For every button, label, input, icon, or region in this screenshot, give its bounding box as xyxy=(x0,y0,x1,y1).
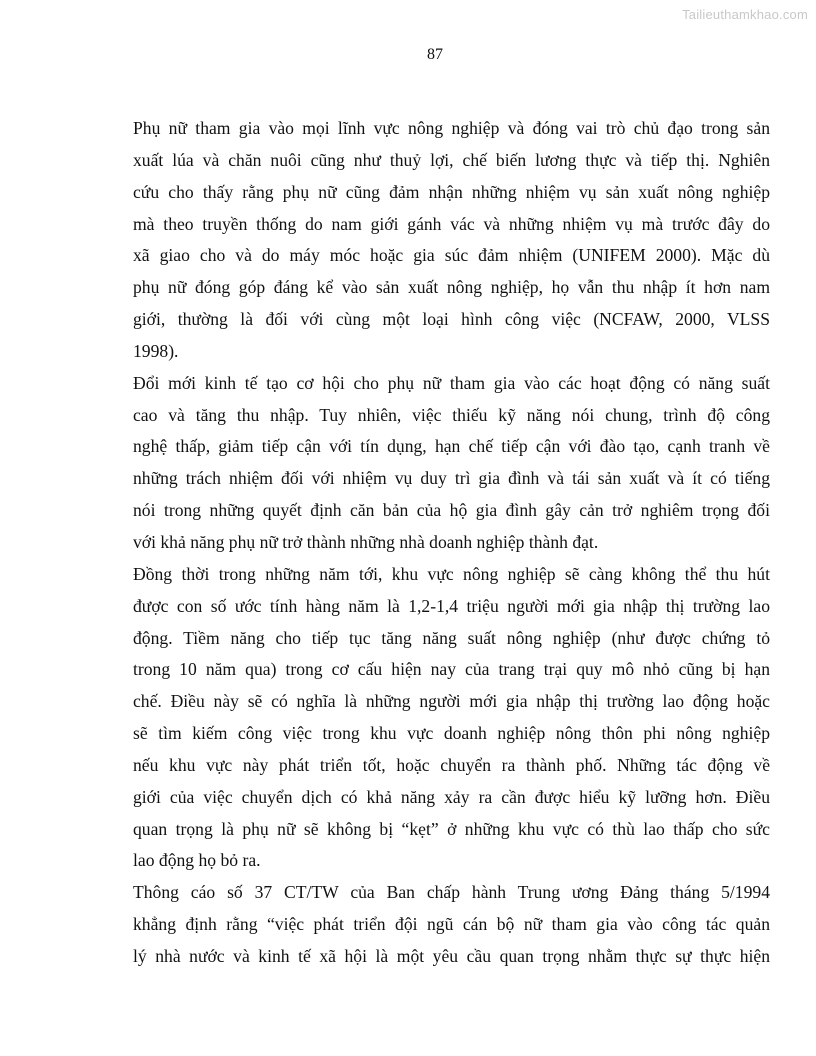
text-line: nói trong những quyết định căn bản của hộ gia đình gây cản trở nghiêm trọng đối xyxy=(133,500,770,521)
paragraph-4 xyxy=(133,877,770,973)
text-line: mà theo truyền thống do nam giới gánh vác và những nhiệm vụ mà trước đây do xyxy=(133,213,770,234)
text-line: cao và tăng thu nhập. Tuy nhiên, việc thiếu kỹ năng nói chung, trình độ công xyxy=(133,404,770,425)
page-number: 87 xyxy=(427,46,443,63)
text-line: được con số ước tính hàng năm là 1,2-1,4 triệu người mới gia nhập thị trường lao xyxy=(133,595,770,616)
text-line: nếu khu vực này phát triển tốt, hoặc chuyển ra thành phố. Những tác động về xyxy=(133,754,770,775)
text-line: cứu cho thấy rằng phụ nữ cũng đảm nhận những nhiệm vụ sản xuất nông nghiệp xyxy=(133,181,770,202)
paragraph-1 xyxy=(133,113,770,368)
text-line: khẳng định rằng “việc phát triển đội ngũ cán bộ nữ tham gia vào công tác quản xyxy=(133,914,770,935)
watermark: Tailieuthamkhao.com xyxy=(682,7,808,22)
text-line: những trách nhiệm đối với nhiệm vụ duy trì gia đình và tái sản xuất và ít có tiếng xyxy=(133,468,770,489)
paragraph-2 xyxy=(133,368,770,559)
text-line: với khả năng phụ nữ trở thành những nhà doanh nghiệp thành đạt. xyxy=(133,531,599,552)
text-line: phụ nữ đóng góp đáng kể vào sản xuất nông nghiệp, họ vẫn thu nhập ít hơn nam xyxy=(133,277,770,298)
text-line: Thông cáo số 37 CT/TW của Ban chấp hành Trung ương Đảng tháng 5/1994 xyxy=(133,882,770,903)
text-line: nghệ thấp, giảm tiếp cận với tín dụng, hạn chế tiếp cận với đào tạo, cạnh tranh về xyxy=(133,436,770,457)
text-line: Đồng thời trong những năm tới, khu vực nông nghiệp sẽ càng không thể thu hút xyxy=(133,563,770,584)
text-line: giới, thường là đối với cùng một loại hình công việc (NCFAW, 2000, VLSS xyxy=(133,309,770,330)
text-line: 1998). xyxy=(133,340,179,361)
text-line: trong 10 năm qua) trong cơ cấu hiện nay của trang trại quy mô nhỏ cũng bị hạn xyxy=(133,659,770,680)
text-line: quan trọng là phụ nữ sẽ không bị “kẹt” ở những khu vực có thù lao thấp cho sức xyxy=(133,818,770,839)
text-line: chế. Điều này sẽ có nghĩa là những người mới gia nhập thị trường lao động hoặc xyxy=(133,691,770,712)
text-line: lao động họ bỏ ra. xyxy=(133,850,261,871)
text-line: Đổi mới kinh tế tạo cơ hội cho phụ nữ tham gia vào các hoạt động có năng suất xyxy=(133,372,770,393)
text-line: lý nhà nước và kinh tế xã hội là một yêu cầu quan trọng nhằm thực sự thực hiện xyxy=(133,945,770,966)
text-line: xã giao cho và do máy móc hoặc gia súc đảm nhiệm (UNIFEM 2000). Mặc dù xyxy=(133,245,770,266)
text-line: Phụ nữ tham gia vào mọi lĩnh vực nông nghiệp và đóng vai trò chủ đạo trong sản xyxy=(133,118,770,138)
document-body xyxy=(133,113,770,973)
paragraph-3 xyxy=(133,559,770,877)
text-line: động. Tiềm năng cho tiếp tục tăng năng suất nông nghiệp (như được chứng tỏ xyxy=(133,627,770,648)
text-line: xuất lúa và chăn nuôi cũng như thuỷ lợi, chế biến lương thực và tiếp thị. Nghiên xyxy=(133,149,770,170)
text-line: giới của việc chuyển dịch có khả năng xảy ra cần được hiểu kỹ lưỡng hơn. Điều xyxy=(133,786,770,807)
text-line: sẽ tìm kiếm công việc trong khu vực doanh nghiệp nông thôn phi nông nghiệp xyxy=(133,723,770,744)
